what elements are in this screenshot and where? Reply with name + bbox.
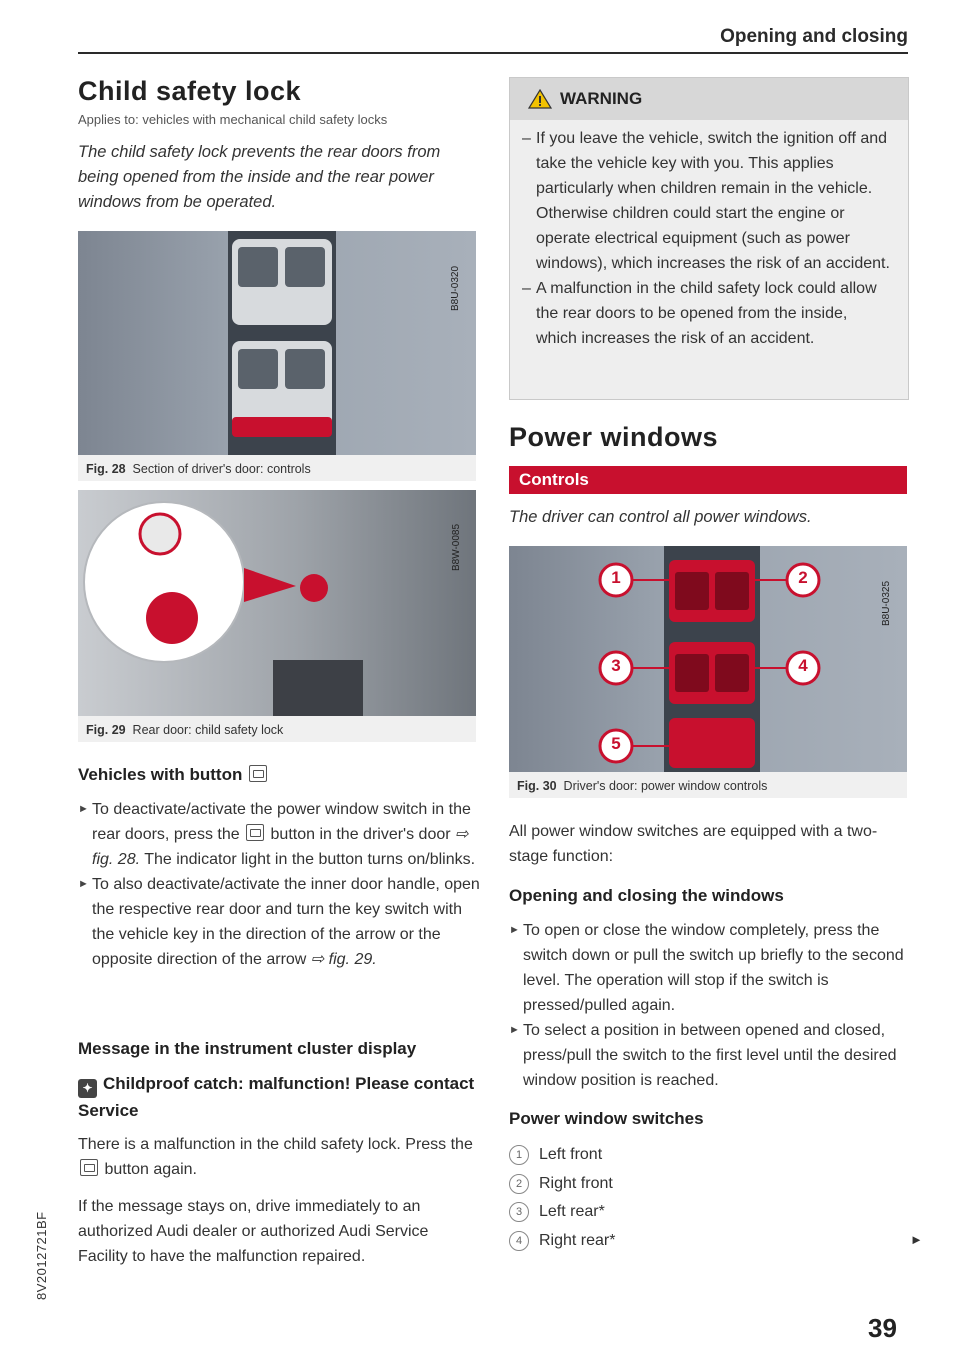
child-lock-button-icon <box>249 765 267 782</box>
controls-bar: Controls <box>509 466 907 494</box>
list-item: 3 Left rear* <box>509 1198 907 1227</box>
open-close-heading: Opening and closing the windows <box>509 886 784 905</box>
door-controls-illustration <box>78 231 476 455</box>
vehicles-heading: Vehicles with button <box>78 765 269 785</box>
section-title: Opening and closing <box>720 26 908 47</box>
malfunction-heading: ✦ Childproof catch: malfunction! Please contact Service <box>78 1074 475 1120</box>
warning-item: – A malfunction in the child safety lock could allow the rear doors to be opened from the inside, which increases the risk of an accident. <box>522 276 892 351</box>
list-item: ► To select a position in between opened and closed, press/pull the switch to the first level until the desired window position is reached. <box>509 1018 907 1093</box>
message-heading: Message in the instrument cluster display <box>78 1039 417 1058</box>
switches-list <box>509 1141 907 1255</box>
warning-list <box>510 120 908 351</box>
window-controls-photo <box>509 546 907 772</box>
figure-caption: Fig. 28 Section of driver's door: controls <box>86 462 311 476</box>
list-item: 1 Left front <box>509 1141 907 1170</box>
list-item: 4 Right rear* <box>509 1227 907 1256</box>
malfunction-text: There is a malfunction in the child safety lock. Press the button again. <box>78 1136 473 1178</box>
page-number: 39 <box>868 1313 897 1343</box>
figure-code: B8W-0085 <box>451 523 463 572</box>
power-windows-title: Power windows <box>509 422 719 452</box>
figure-code: B8U-0320 <box>450 265 462 312</box>
two-stage-text: All power window switches are equipped with a two-stage function: <box>509 823 878 865</box>
continue-arrow-icon: ► <box>910 1232 923 1247</box>
document-code: 8V2012721BF <box>34 1211 49 1300</box>
list-item: 2 Right front <box>509 1170 907 1199</box>
figure-28 <box>78 231 476 481</box>
open-close-list <box>509 918 907 1093</box>
list-item: ► To also deactivate/activate the inner door handle, open the respective rear door and turn the key switch with the vehicle key in the direction of the arrow or the opposite direction of the arrow ⇨ fig. 29. <box>78 872 480 972</box>
header-rule <box>78 52 908 54</box>
window-controls-illustration <box>509 546 907 772</box>
figure-caption: Fig. 30 Driver's door: power window controls <box>517 779 768 793</box>
child-lock-warning-icon: ✦ <box>78 1079 97 1098</box>
intro-text: The child safety lock prevents the rear doors from being opened from the inside and the rear power windows from be operated. <box>78 143 441 211</box>
controls-intro: The driver can control all power windows. <box>509 508 812 526</box>
child-lock-illustration <box>78 490 476 716</box>
callout-4: 4 <box>798 656 808 675</box>
rear-door-photo <box>78 490 476 716</box>
figure-caption: Fig. 29 Rear door: child safety lock <box>86 723 284 737</box>
child-lock-button-icon <box>246 824 264 841</box>
fig-reference[interactable]: ⇨ fig. 28. <box>92 826 469 868</box>
child-lock-button-icon <box>80 1159 98 1176</box>
warning-triangle-icon <box>528 89 552 109</box>
figure-code: B8U-0325 <box>881 580 893 627</box>
applies-to: Applies to: vehicles with mechanical child safety locks <box>78 112 388 127</box>
callout-3: 3 <box>611 656 621 675</box>
list-item: ► To deactivate/activate the power window switch in the rear doors, press the button in the driver's door ⇨ fig. 28. The indicator light in the button turns on/blinks. <box>78 797 480 872</box>
warning-title: WARNING <box>560 89 643 108</box>
list-item: ► To open or close the window completely, press the switch down or pull the switch up briefly to the second level. The operation will stop if the switch is pressed/pulled again. <box>509 918 907 1018</box>
instructions-list <box>78 797 480 972</box>
door-controls-photo <box>78 231 476 455</box>
warning-item: – If you leave the vehicle, switch the ignition off and take the vehicle key with you. This applies particularly when children remain in the vehicle. Otherwise children could start the engine or operate electrical equipment (such as power windows), which increases the risk of an accident. <box>522 126 892 276</box>
fig-reference[interactable]: ⇨ fig. 29. <box>310 951 377 968</box>
callout-2: 2 <box>798 568 808 587</box>
warning-header <box>510 78 908 120</box>
page-title: Child safety lock <box>78 76 302 106</box>
callout-1: 1 <box>611 568 621 587</box>
switches-heading: Power window switches <box>509 1109 704 1128</box>
figure-30 <box>509 546 907 798</box>
figure-29 <box>78 490 476 742</box>
callout-5: 5 <box>611 734 621 753</box>
warning-box <box>509 77 909 400</box>
repair-text: If the message stays on, drive immediately to an authorized Audi dealer or authorized Audi Service Facility to have the malfunction repaired. <box>78 1198 429 1265</box>
